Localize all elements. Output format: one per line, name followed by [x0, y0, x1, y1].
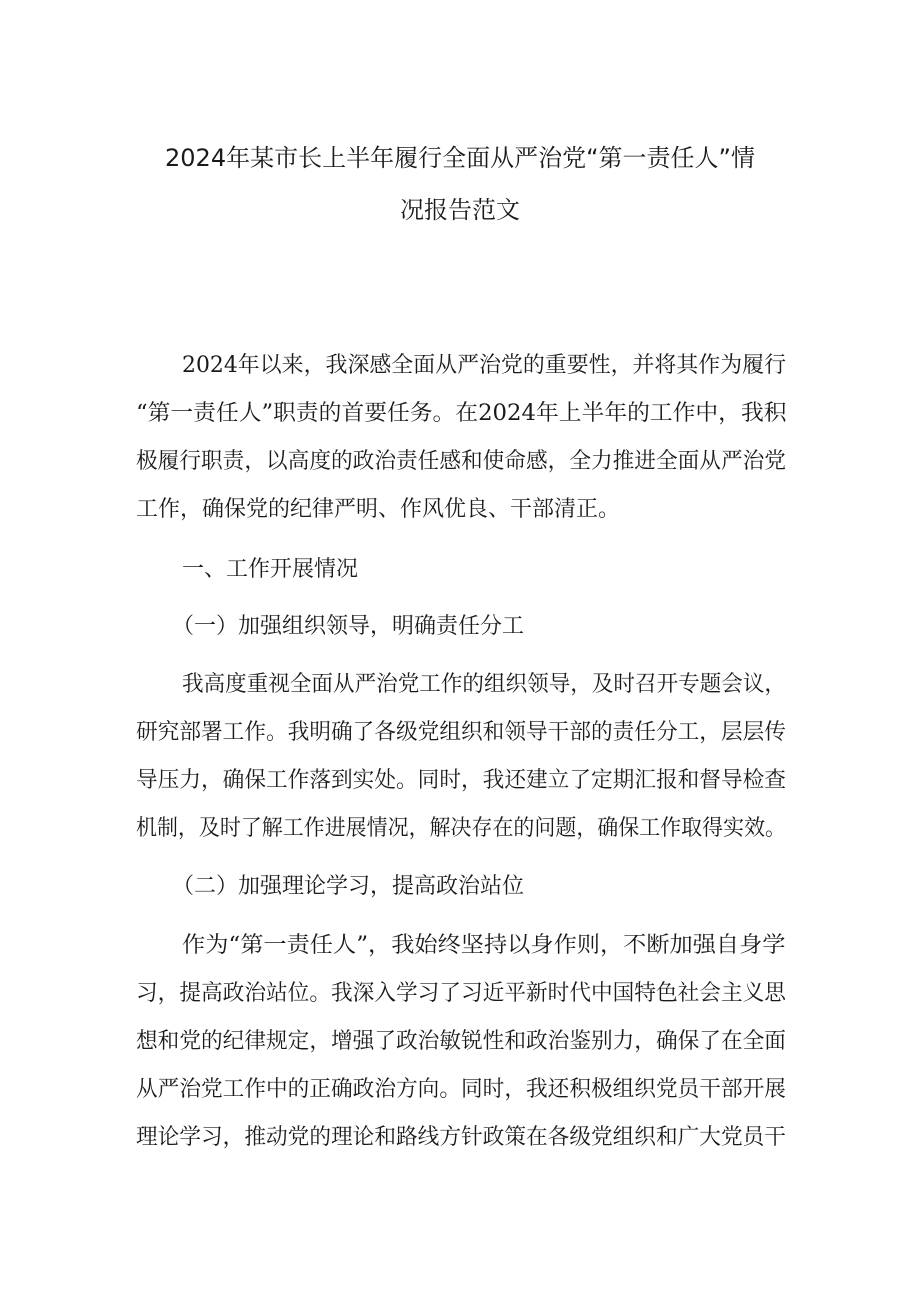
- subheading-1: （一）加强组织领导，明确责任分工: [172, 614, 525, 639]
- paragraph-3-line-4: 从严治党工作中的正确政治方向。同时，我还积极组织党员干部开展: [136, 1077, 786, 1102]
- document-title-line-2: 况报告范文: [400, 196, 520, 224]
- section-heading: 一、工作开展情况: [182, 557, 359, 582]
- paragraph-3-line-5: 理论学习，推动党的理论和路线方针政策在各级党组织和广大党员干: [136, 1125, 786, 1150]
- document-title-line-1: 2024年某市长上半年履行全面从严治党“第一责任人”情: [165, 144, 755, 172]
- paragraph-1-line-4: 工作，确保党的纪律严明、作风优良、干部清正。: [136, 497, 621, 522]
- paragraph-2-line-2: 研究部署工作。我明确了各级党组织和领导干部的责任分工，层层传: [136, 720, 786, 745]
- subheading-2: （二）加强理论学习，提高政治站位: [172, 874, 525, 899]
- paragraph-3-line-3: 想和党的纪律规定，增强了政治敏锐性和政治鉴别力，确保了在全面: [136, 1029, 786, 1054]
- paragraph-3-line-1: 作为“第一责任人”，我始终坚持以身作则，不断加强自身学: [182, 933, 786, 958]
- paragraph-2-line-4: 机制，及时了解工作进展情况，解决存在的问题，确保工作取得实效。: [136, 816, 787, 841]
- paragraph-2-line-3: 导压力，确保工作落到实处。同时，我还建立了定期汇报和督导检查: [136, 768, 786, 793]
- paragraph-1-line-1: 2024年以来，我深感全面从严治党的重要性，并将其作为履行: [182, 353, 787, 378]
- paragraph-1-line-2: “第一责任人”职责的首要任务。在2024年上半年的工作中，我积: [136, 401, 787, 426]
- paragraph-2-line-1: 我高度重视全面从严治党工作的组织领导，及时召开专题会议，: [182, 672, 787, 697]
- paragraph-1-line-3: 极履行职责，以高度的政治责任感和使命感，全力推进全面从严治党: [136, 449, 786, 474]
- paragraph-3-line-2: 习，提高政治站位。我深入学习了习近平新时代中国特色社会主义思: [136, 981, 786, 1006]
